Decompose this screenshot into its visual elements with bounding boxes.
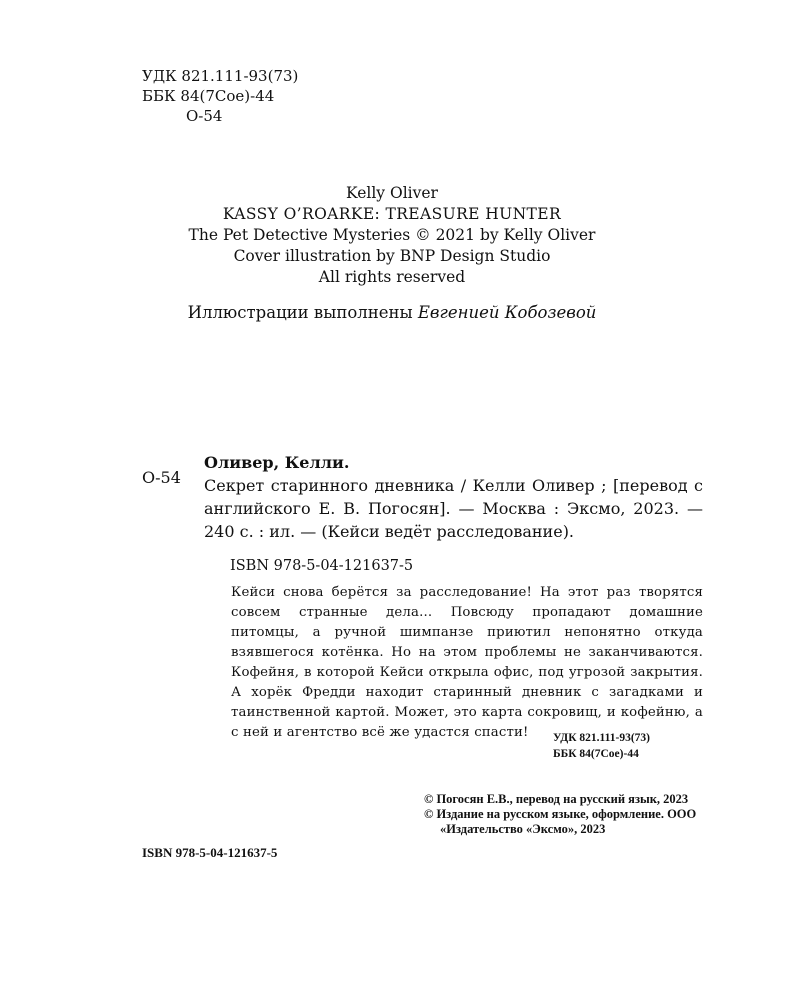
title-en: KASSY O’ROARKE: TREASURE HUNTER xyxy=(222,205,562,223)
top-classification xyxy=(142,66,298,126)
bottom-bbk-code: ББК 84(7Сое)-44 xyxy=(553,748,639,760)
translation-copyright: © Погосян Е.В., перевод на русский язык, 2023 xyxy=(424,792,689,806)
bottom-classification xyxy=(553,730,650,762)
annotation: Кейси снова берётся за расследование! На этот раз творятся совсем странные дела... Повсюду пропадают домашние питомцы, а ручной шимпанзе приютил непонятно откуда взявшегося котёнка. Но на этом проблемы не заканчиваются. Кофейня, в которой Кейси открыла офис, под угрозой закрытия. А хорёк Фредди находит старинный дневник с загадками и таинственной картой. Может, это карта сокровищ, и кофейню, а с ней и агентство всё же удастся спасти! xyxy=(231,585,703,740)
catalog-side-mark: О-54 xyxy=(142,468,181,487)
catalog-author: Оливер, Келли. xyxy=(204,453,350,472)
series-copyright: The Pet Detective Mysteries © 2021 by Kelly Oliver xyxy=(188,226,596,244)
cover-credit: Cover illustration by BNP Design Studio xyxy=(233,247,551,265)
copyright-block xyxy=(424,792,714,837)
catalog-description: Секрет старинного дневника / Келли Оливер ; [перевод с английского Е. В. Погосян]. — Москва : Эксмо, 2023. — 240 с. : ил. — (Кейси ведёт расследование). xyxy=(204,476,703,541)
bottom-isbn: ISBN 978-5-04-121637-5 xyxy=(142,845,278,860)
author-mark: О-54 xyxy=(186,107,223,125)
credits-block xyxy=(100,183,684,323)
catalog-card xyxy=(204,451,703,543)
edition-copyright: © Издание на русском языке, оформление. ООО «Издательство «Эксмо», 2023 xyxy=(424,807,697,836)
illustrations-prefix: Иллюстрации выполнены xyxy=(187,303,418,322)
bottom-udk-code: УДК 821.111-93(73) xyxy=(553,732,650,744)
author-en: Kelly Oliver xyxy=(346,184,438,202)
illustrations-credit xyxy=(100,302,684,323)
catalog-isbn: ISBN 978-5-04-121637-5 xyxy=(230,558,414,574)
illustrator-name: Евгенией Кобозевой xyxy=(417,303,597,322)
udk-code: УДК 821.111-93(73) xyxy=(142,67,299,85)
bbk-code: ББК 84(7Сое)-44 xyxy=(142,87,275,105)
rights-statement: All rights reserved xyxy=(318,268,466,286)
